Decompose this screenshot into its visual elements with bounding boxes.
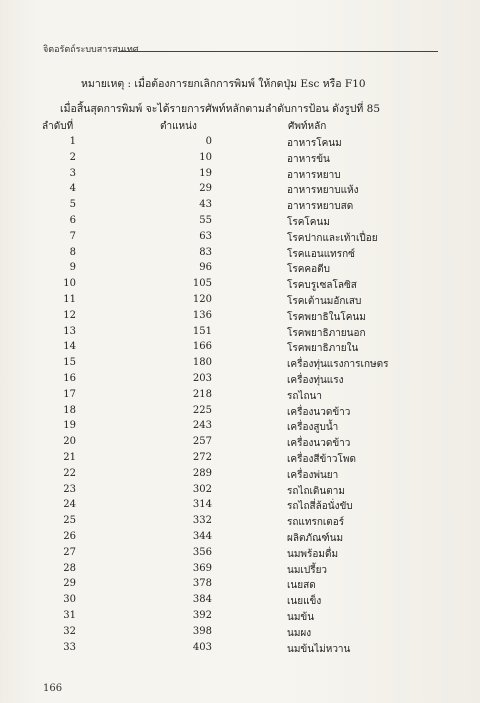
row-position: 243 xyxy=(192,420,212,432)
header-order: ลำดับที่ xyxy=(42,121,74,132)
table-row xyxy=(0,136,480,152)
table-row xyxy=(0,626,480,642)
row-position: 105 xyxy=(192,278,212,290)
table-row xyxy=(0,515,480,531)
row-order: 16 xyxy=(63,372,76,384)
row-position: 272 xyxy=(192,451,212,463)
row-order: 24 xyxy=(63,499,76,511)
row-position: 43 xyxy=(199,199,212,211)
row-term: เครื่องสูบน้ำ xyxy=(287,422,339,434)
row-position: 344 xyxy=(192,530,212,542)
table-row xyxy=(0,231,480,247)
table-row xyxy=(0,389,480,405)
row-order: 32 xyxy=(63,625,76,637)
table-row xyxy=(0,247,480,263)
row-position: 356 xyxy=(192,546,212,558)
table-row xyxy=(0,199,480,215)
row-position: 302 xyxy=(192,483,212,495)
row-position: 392 xyxy=(192,609,212,621)
row-term: อาหารโคนม xyxy=(287,138,342,149)
row-position: 96 xyxy=(199,262,212,274)
intro-paragraph: เมื่อสิ้นสุดการพิมพ์ จะได้รายการศัพท์หลักตามลำดับการป้อน ดังรูปที่ 85 xyxy=(60,103,381,115)
row-term: เครื่องทุ่นแรง xyxy=(287,374,344,386)
row-order: 6 xyxy=(69,214,76,226)
row-position: 10 xyxy=(199,151,212,163)
row-position: 83 xyxy=(199,246,212,258)
header-rule xyxy=(118,51,438,52)
row-position: 120 xyxy=(192,293,212,305)
row-term: อาหารหยาบ xyxy=(287,169,341,181)
row-term: อาหารข้น xyxy=(287,153,330,165)
row-term: โรคปากและเท้าเปื่อย xyxy=(287,232,378,244)
row-order: 1 xyxy=(69,136,76,147)
row-term: โรคพยาธิภายนอก xyxy=(287,327,366,339)
table-header xyxy=(0,119,480,133)
row-position: 19 xyxy=(199,167,212,179)
row-order: 13 xyxy=(63,325,76,337)
row-term: รถไถเดินตาม xyxy=(287,485,345,497)
row-term: เครื่องทุ่นแรงการเกษตร xyxy=(287,359,389,371)
row-position: 151 xyxy=(192,325,212,337)
row-position: 378 xyxy=(192,578,212,590)
table-row xyxy=(0,405,480,421)
row-order: 18 xyxy=(63,404,76,416)
row-order: 27 xyxy=(63,546,76,558)
row-position: 29 xyxy=(199,183,212,195)
table-row xyxy=(0,531,480,547)
row-term: อาหารหยาบสด xyxy=(287,201,354,213)
row-order: 25 xyxy=(63,515,76,527)
row-order: 7 xyxy=(69,230,76,242)
row-order: 21 xyxy=(63,451,76,463)
row-term: ผลิตภัณฑ์นม xyxy=(287,532,344,544)
table-row xyxy=(0,484,480,500)
row-term: เครื่องนวดข้าว xyxy=(287,438,351,450)
row-term: รถไถนา xyxy=(287,390,322,402)
row-position: 0 xyxy=(205,136,212,147)
row-order: 11 xyxy=(63,293,76,305)
row-position: 63 xyxy=(199,230,212,242)
page-number: 166 xyxy=(43,683,63,694)
table-row xyxy=(0,168,480,184)
row-position: 180 xyxy=(192,357,212,369)
table-row xyxy=(0,310,480,326)
note-paragraph: หมายเหตุ : เมื่อต้องการยกเลิกการพิมพ์ ให้กดปุ่ม Esc หรือ F10 xyxy=(81,78,366,90)
row-order: 10 xyxy=(63,278,76,290)
table-row xyxy=(0,436,480,452)
row-term: โรคพยาธิในโคนม xyxy=(287,311,366,323)
row-order: 8 xyxy=(69,246,76,258)
row-term: นมข้นไม่หวาน xyxy=(287,643,351,655)
table-row xyxy=(0,341,480,357)
row-term: รถไถสี่ล้อนั่งขับ xyxy=(287,501,353,513)
table-row xyxy=(0,499,480,515)
table-row xyxy=(0,642,480,658)
table-row xyxy=(0,610,480,626)
row-term: นมเปรี้ยว xyxy=(287,564,328,576)
row-order: 30 xyxy=(63,594,76,606)
row-order: 9 xyxy=(69,262,76,274)
row-term: อาหารหยาบแห้ง xyxy=(287,185,359,197)
row-order: 19 xyxy=(63,420,76,432)
row-order: 28 xyxy=(63,562,76,574)
row-position: 218 xyxy=(192,388,212,400)
row-position: 314 xyxy=(192,499,212,511)
row-position: 225 xyxy=(192,404,212,416)
row-term: โรคคอตีบ xyxy=(287,264,330,276)
header-position: ตำแหน่ง xyxy=(160,121,197,132)
row-order: 17 xyxy=(63,388,76,400)
row-position: 166 xyxy=(192,341,212,353)
row-order: 33 xyxy=(63,641,76,653)
row-position: 369 xyxy=(192,562,212,574)
row-position: 384 xyxy=(192,594,212,606)
row-order: 15 xyxy=(63,357,76,369)
row-term: เนยสด xyxy=(287,580,316,592)
row-position: 257 xyxy=(192,436,212,448)
table-row xyxy=(0,294,480,310)
table-row xyxy=(0,262,480,278)
table-row xyxy=(0,278,480,294)
row-order: 22 xyxy=(63,467,76,479)
table-row xyxy=(0,183,480,199)
table-row xyxy=(0,215,480,231)
row-term: เครื่องสีข้าวโพด xyxy=(287,453,356,465)
row-term: โรคโคนม xyxy=(287,216,330,228)
row-order: 14 xyxy=(63,341,76,353)
table-row xyxy=(0,152,480,168)
table-row xyxy=(0,373,480,389)
table-body xyxy=(0,136,480,657)
table-row xyxy=(0,420,480,436)
row-position: 403 xyxy=(192,641,212,653)
row-term: โรคเต้านมอักเสบ xyxy=(287,295,362,307)
table-row xyxy=(0,594,480,610)
running-header: จิตอรัตถ์ระบบสารสนเทศ xyxy=(43,45,139,55)
row-term: เครื่องนวดข้าว xyxy=(287,406,351,418)
row-position: 136 xyxy=(192,309,212,321)
row-order: 5 xyxy=(69,199,76,211)
row-term: โรคแอนแทรกซ์ xyxy=(287,248,355,260)
row-term: เนยแข็ง xyxy=(287,596,322,608)
table-row xyxy=(0,578,480,594)
table-row xyxy=(0,547,480,563)
row-term: นมผง xyxy=(287,627,312,639)
row-term: เครื่องพ่นยา xyxy=(287,469,339,481)
table-row xyxy=(0,563,480,579)
row-position: 289 xyxy=(192,467,212,479)
row-term: รถแทรกเตอร์ xyxy=(287,517,345,529)
row-order: 12 xyxy=(63,309,76,321)
table-row xyxy=(0,357,480,373)
table-row xyxy=(0,468,480,484)
row-position: 55 xyxy=(199,214,212,226)
row-order: 29 xyxy=(63,578,76,590)
row-order: 2 xyxy=(69,151,76,163)
table-row xyxy=(0,452,480,468)
row-position: 398 xyxy=(192,625,212,637)
table-row xyxy=(0,326,480,342)
row-order: 31 xyxy=(63,609,76,621)
row-term: โรคพยาธิภายใน xyxy=(287,343,359,355)
row-order: 3 xyxy=(69,167,76,179)
row-order: 4 xyxy=(69,183,76,195)
row-order: 20 xyxy=(63,436,76,448)
row-order: 23 xyxy=(63,483,76,495)
row-position: 203 xyxy=(192,372,212,384)
row-position: 332 xyxy=(192,515,212,527)
row-term: นมพร้อมดื่ม xyxy=(287,548,339,560)
row-term: นมข้น xyxy=(287,611,315,623)
header-term: ศัพท์หลัก xyxy=(288,121,327,132)
row-order: 26 xyxy=(63,530,76,542)
row-term: โรคบรูเซลโลซิส xyxy=(287,280,357,292)
